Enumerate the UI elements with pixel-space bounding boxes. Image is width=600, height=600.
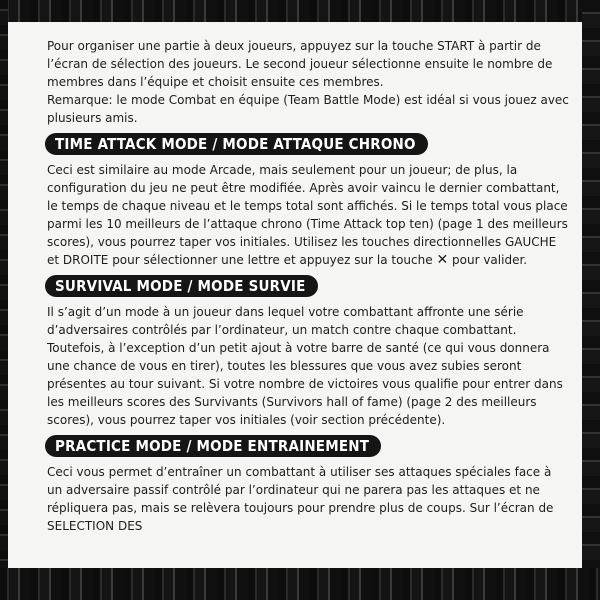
top-border-strip [0,0,600,22]
survival-text: Il s’agit d’un mode à un joueur dans lequel votre combattant affronte une série d’adversaires contrôlés par l’ordinateur, un match contre chaque combattant. Toutefois, à l’exception d’un petit ajout à votre barre de santé (ce qui vous donnera une chance de vous en tirer), toutes les blessures que vous avez subies seront présentes au tour suivant. Si votre nombre de victoires vous qualifie pour entrer dans les meilleurs scores des Survivants (Survivors hall of fame) (page 2 des meilleurs scores), vous pourrez taper vos initiales (voir section précédente). [47,305,563,427]
practice-heading: PRACTICE MODE / MODE ENTRAINEMENT [45,435,381,457]
intro-paragraph: Pour organiser une partie à deux joueurs, appuyez sur la touche START à partir de l’écran de sélection des joueurs. Le second joueur sélectionne ensuite le nombre de membres dans l’équipe et choisit ensuite ces membres. [47,39,553,89]
time-attack-text-main: Ceci est similaire au mode Arcade, mais seulement pour un joueur; de plus, la configuration du jeu ne peut être modifiée. Après avoir vaincu le dernier combattant, le temps de chaque niveau et le temps total sont affichés. Si le temps total vous place parmi les 10 meilleurs de l’attaque chrono (Time Attack top ten) (page 1 des meilleurs scores), vous pourrez taper vos initiales. Utilisez les touches directionnelles GAUCHE et DROITE pour sélectionner une lettre et appuyez sur la touche [47,163,568,267]
right-border-strip [582,0,600,600]
manual-page [8,22,582,568]
intro-remark: Remarque: le mode Combat en équipe (Team Battle Mode) est idéal si vous jouez avec plusieurs amis. [47,93,569,125]
survival-heading: SURVIVAL MODE / MODE SURVIE [45,275,318,297]
bottom-border-strip [0,568,600,600]
left-border-strip [0,0,8,600]
cross-button-icon: ✕ [436,252,449,268]
time-attack-text-end: pour valider. [452,253,528,267]
practice-text: Ceci vous permet d’entraîner un combattant à utiliser ses attaques spéciales face à un adversaire passif contrôlé par l’ordinateur qui ne parera pas les attaques et ne répliquera pas, mais se relèvera toujours pour prendre plus de coups. Sur l’écran de SELECTION DES [47,465,554,533]
time-attack-heading: TIME ATTACK MODE / MODE ATTAQUE CHRONO [45,133,428,155]
time-attack-text [47,161,569,269]
page-content [47,37,569,535]
